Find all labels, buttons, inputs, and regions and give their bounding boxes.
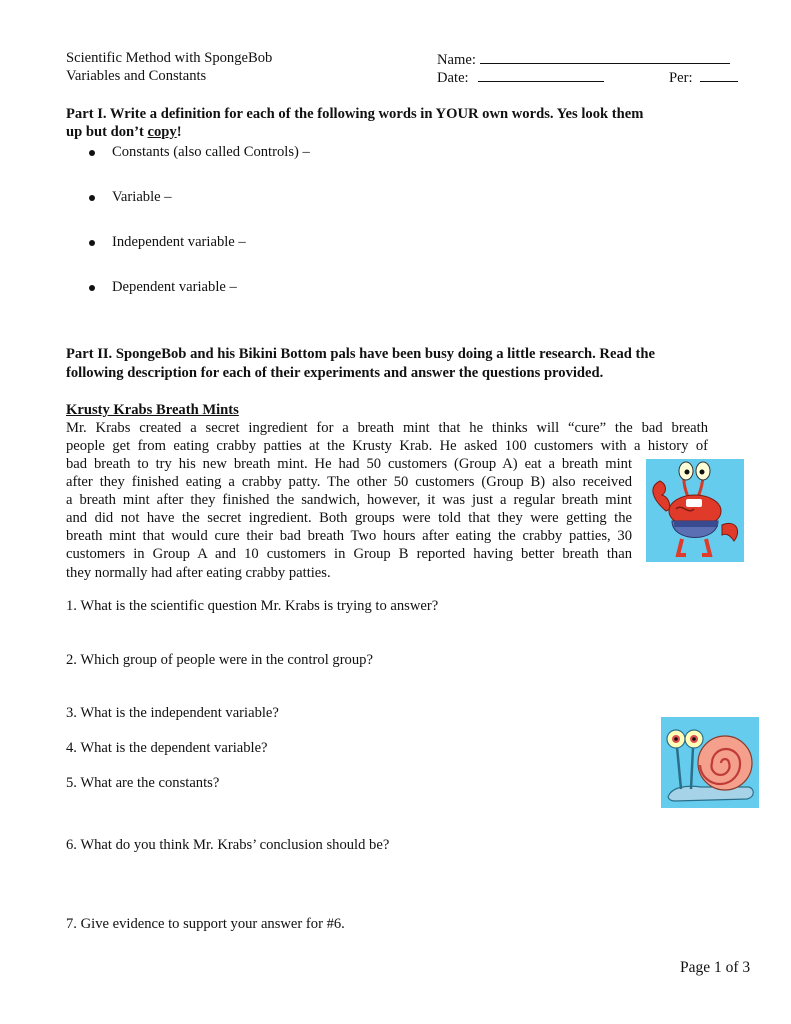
date-blank[interactable] [478,67,604,82]
question-6: 6. What do you think Mr. Krabs’ conclusion should be? [66,837,390,853]
name-blank[interactable] [480,49,730,64]
description-line: bad breath to try his new breath mint. He had 50 customers (Group A) eat a breath mint [66,456,632,472]
term-variable: Variable – [112,189,172,205]
experiment-title [66,401,239,419]
bullet-icon [89,240,95,246]
per-blank[interactable] [700,67,738,82]
part1-heading: Part I. Write a definition for each of the following words in YOUR own words. Yes look them [66,106,644,122]
date-field-group [437,67,604,87]
page-number: Page 1 of 3 [680,959,751,976]
description-line: people get from eating crabby patties at the Krusty Krab. He asked 100 customers with a history of [66,438,708,455]
description-line: breath mint that would cure their bad breath Two hours after eating the crabby patties, 30 [66,528,632,545]
period-field-group [669,67,738,87]
experiment-description-wrapped [66,455,632,582]
description-line: a breath mint after they finished the sandwich, however, it was just a regular breath mint [66,492,632,509]
description-line: customers in Group A and 10 customers in Group B reported having better breath than [66,546,632,563]
question-4: 4. What is the dependent variable? [66,740,268,756]
part2-heading: Part II. SpongeBob and his Bikini Bottom pals have been busy doing a little research. Read the [66,346,655,362]
worksheet-title: Scientific Method with SpongeBob [66,50,273,66]
question-2: 2. Which group of people were in the control group? [66,652,373,668]
worksheet-subtitle: Variables and Constants [66,68,207,84]
term-dependent-variable: Dependent variable – [112,279,237,295]
description-line: and did not have the secret ingredient. Both groups were told that they were getting the [66,510,632,527]
experiment-title-text: Krusty Krabs Breath Mints [66,402,239,418]
bullet-icon [89,150,95,156]
term-independent-variable: Independent variable – [112,234,246,250]
description-line: Mr. Krabs created a secret ingredient for a breath mint that he thinks will “cure” the bad breath [66,420,708,436]
bullet-icon [89,285,95,291]
question-5: 5. What are the constants? [66,775,220,791]
name-label: Name: [437,52,476,68]
bullet-icon [89,195,95,201]
part1-heading-text: up but don’t [66,124,148,140]
name-field-group [437,49,730,69]
date-label: Date: [437,70,469,86]
term-constants: Constants (also called Controls) – [112,144,310,160]
question-7: 7. Give evidence to support your answer for #6. [66,916,345,932]
per-label: Per: [669,70,693,86]
description-line: they normally had after eating crabby patties. [66,564,331,581]
part1-heading-emphasis: copy [147,124,177,140]
question-3: 3. What is the independent variable? [66,705,279,721]
part2-heading-line2: following description for each of their experiments and answer the questions provided. [66,365,604,381]
experiment-description [66,419,708,455]
question-1: 1. What is the scientific question Mr. Krabs is trying to answer? [66,598,439,614]
description-line: after they finished eating a crabby patty. The other 50 customers (Group B) also received [66,474,632,491]
gary-snail-image [661,717,759,808]
part1-heading-line2 [66,123,182,141]
part1-heading-exclaim: ! [176,124,182,140]
mr-krabs-image [646,459,744,562]
